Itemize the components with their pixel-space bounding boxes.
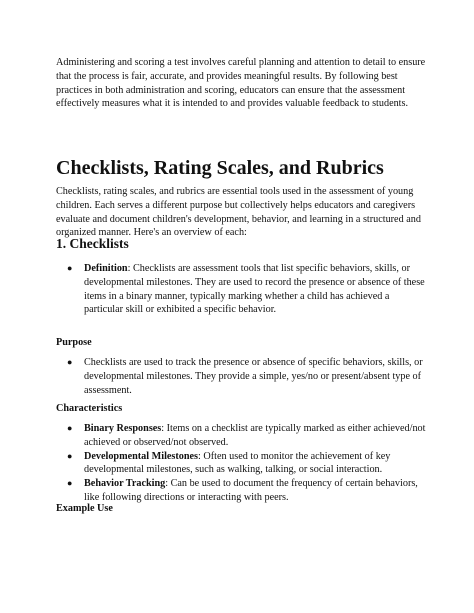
characteristic-term: Developmental Milestones xyxy=(84,450,199,462)
subsection-title: 1. Checklists xyxy=(56,236,129,251)
characteristics-heading: Characteristics xyxy=(56,403,123,414)
example-use-heading: Example Use xyxy=(56,503,113,514)
bullet-icon: ● xyxy=(67,357,73,367)
characteristic-term: Binary Responses xyxy=(84,423,162,434)
characteristic-term: Behavior Tracking xyxy=(84,478,166,490)
characteristic-item xyxy=(56,422,428,450)
characteristic-text: : Often used to monitor the achievement of key developmental milestones, such as walking, talking, or social interaction. xyxy=(84,450,391,476)
purpose-list xyxy=(56,356,428,397)
bullet-icon: ● xyxy=(67,450,73,461)
definition-list xyxy=(56,262,428,317)
bullet-icon: ● xyxy=(67,423,73,433)
definition-term: Definition xyxy=(84,263,128,274)
section-title: Checklists, Rating Scales, and Rubrics xyxy=(56,157,384,179)
purpose-heading: Purpose xyxy=(56,337,92,348)
definition-item xyxy=(56,262,428,317)
definition-text: : Checklists are assessment tools that list specific behaviors, skills, or developmental milestones. They are used to record the presence or absence of these items in a binary manner, typically marking whether a child has achieved a particular skill or exhibited a specific behavior. xyxy=(84,263,425,316)
characteristic-item xyxy=(56,477,428,505)
bullet-icon: ● xyxy=(67,263,73,273)
purpose-item xyxy=(56,356,428,397)
characteristic-text: : Items on a checklist are typically marked as either achieved/not achieved or observed/not observed. xyxy=(84,423,426,448)
characteristic-item xyxy=(56,450,428,478)
intro-paragraph: Administering and scoring a test involves careful planning and attention to detail to ensure that the process is fair, accurate, and provides meaningful results. By following best practices in both administration and scoring, educators can ensure that the assessment effectively measures what it is intended to and provides valuable feedback to students. xyxy=(56,57,426,110)
section-intro-paragraph: Checklists, rating scales, and rubrics are essential tools used in the assessment of young children. Each serves a different purpose but collectively helps educators and caregivers evaluate and document children's development, behavior, and learning in a structured and organized manner. Here's an overview of each: xyxy=(56,186,421,239)
bullet-icon: ● xyxy=(67,478,73,489)
characteristic-text: : Can be used to document the frequency of certain behaviors, like following directions or interacting with peers. xyxy=(84,478,418,503)
characteristics-list xyxy=(56,422,428,505)
purpose-text: Checklists are used to track the presence or absence of specific behaviors, skills, or developmental milestones. They provide a simple, yes/no or present/absent type of assessment. xyxy=(84,357,423,396)
